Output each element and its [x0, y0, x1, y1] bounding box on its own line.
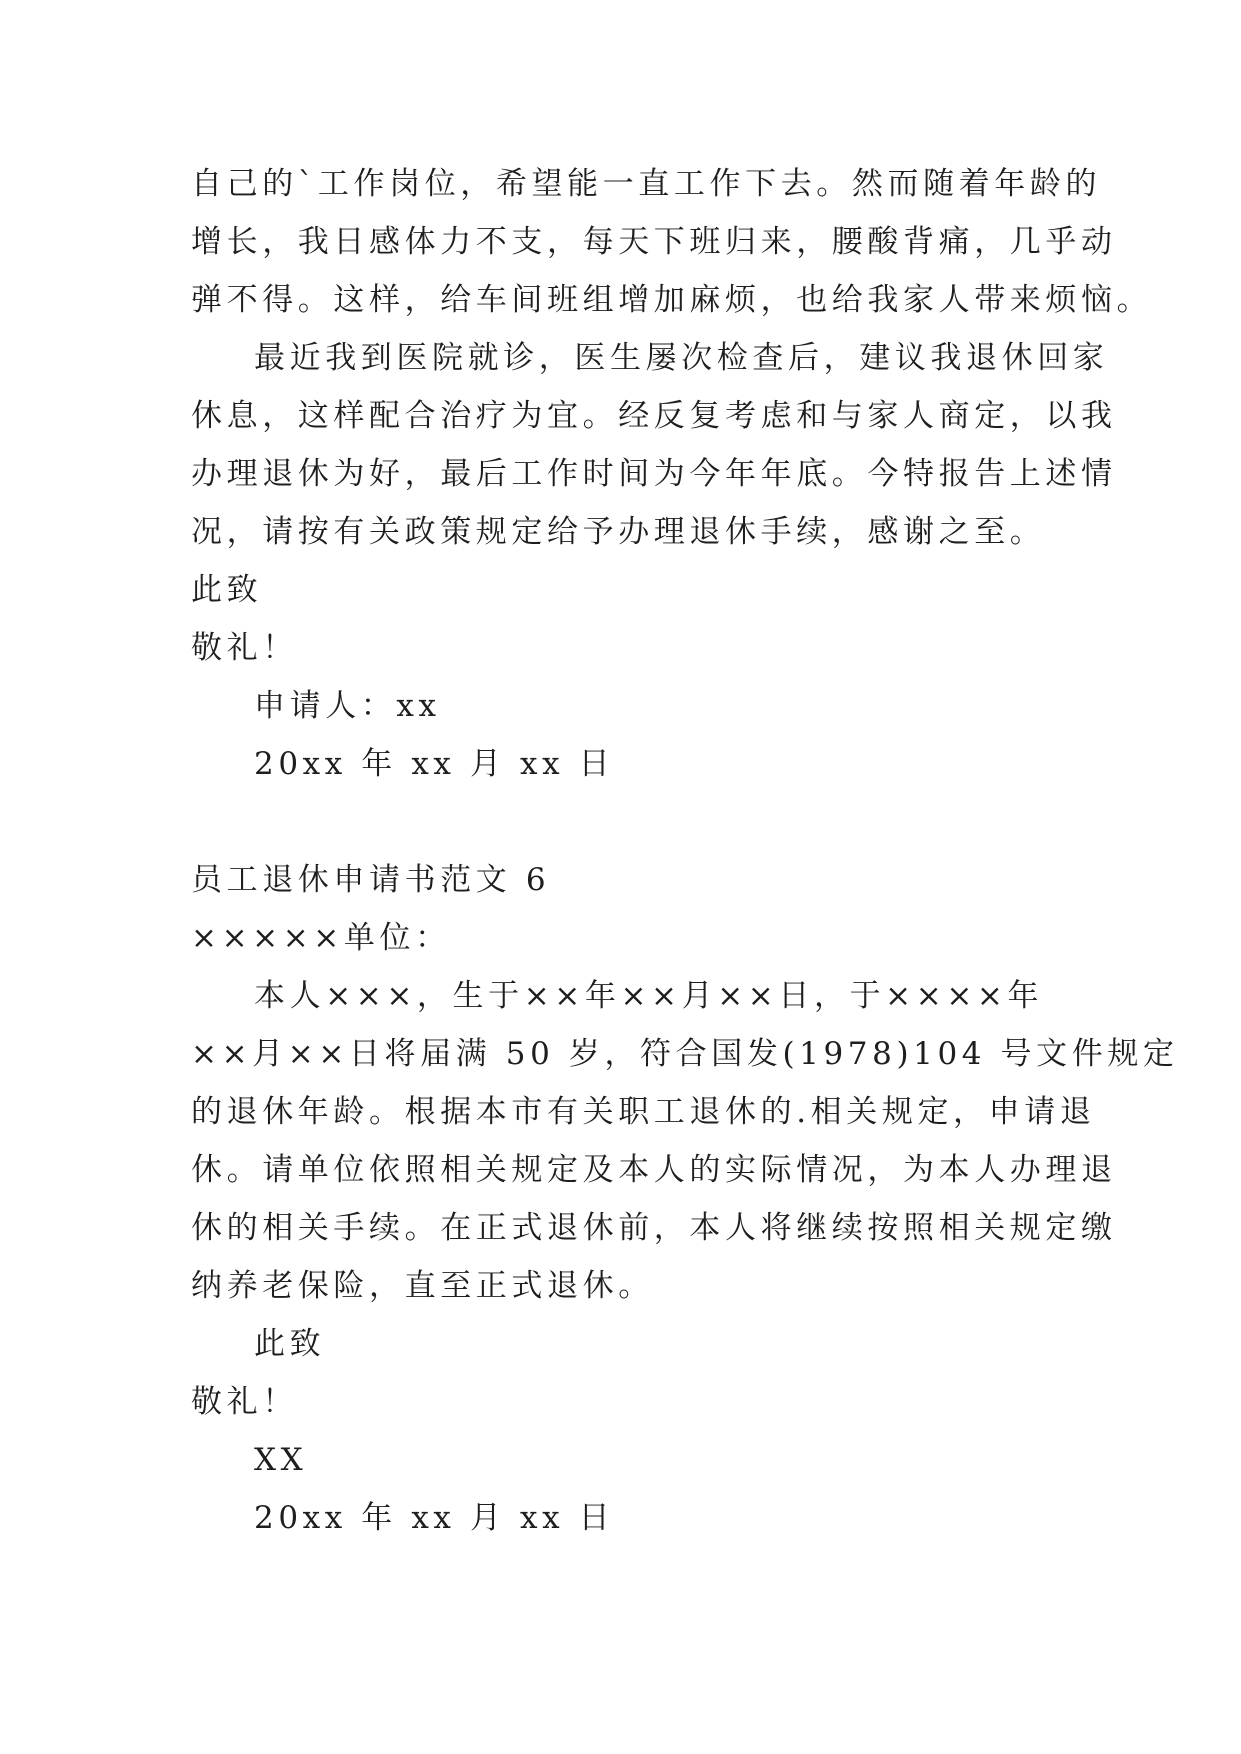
- salutation-line: 此致: [254, 1326, 326, 1362]
- paragraph-line: 的退休年龄。根据本市有关职工退休的.相关规定，申请退: [191, 1094, 1096, 1130]
- addressee-line: ×××××单位：: [191, 920, 451, 956]
- paragraph-line: 弹不得。这样，给车间班组增加麻烦，也给我家人带来烦恼。: [191, 282, 1153, 318]
- paragraph-line: 自己的`工作岗位，希望能一直工作下去。然而随着年龄的: [191, 166, 1102, 202]
- paragraph-line: 休的相关手续。在正式退休前，本人将继续按照相关规定缴: [191, 1210, 1117, 1246]
- paragraph-line: ××月××日将届满 50 岁，符合国发(1978)104 号文件规定: [191, 1036, 1179, 1072]
- paragraph-line: 休息，这样配合治疗为宜。经反复考虑和与家人商定，以我: [191, 398, 1117, 434]
- closing-line: 敬礼！: [191, 1384, 298, 1420]
- paragraph-line: 增长，我日感体力不支，每天下班归来，腰酸背痛，几乎动: [191, 224, 1117, 260]
- paragraph-line: 休。请单位依照相关规定及本人的实际情况，为本人办理退: [191, 1152, 1117, 1188]
- paragraph-line: 况，请按有关政策规定给予办理退休手续，感谢之至。: [191, 514, 1046, 550]
- signature-line: XX: [254, 1442, 308, 1478]
- paragraph-line: 纳养老保险，直至正式退休。: [191, 1268, 654, 1304]
- date-line: 20xx 年 xx 月 xx 日: [254, 746, 615, 782]
- closing-line: 敬礼！: [191, 630, 298, 666]
- date-line: 20xx 年 xx 月 xx 日: [254, 1500, 615, 1536]
- paragraph-line: 本人×××，生于××年××月××日，于××××年: [254, 978, 1044, 1014]
- paragraph-line: 办理退休为好，最后工作时间为今年年底。今特报告上述情: [191, 456, 1117, 492]
- paragraph-line: 最近我到医院就诊，医生屡次检查后，建议我退休回家: [254, 340, 1109, 376]
- salutation-line: 此致: [191, 572, 263, 608]
- signature-line: 申请人：xx: [254, 688, 441, 724]
- section-title: 员工退休申请书范文 6: [191, 862, 551, 898]
